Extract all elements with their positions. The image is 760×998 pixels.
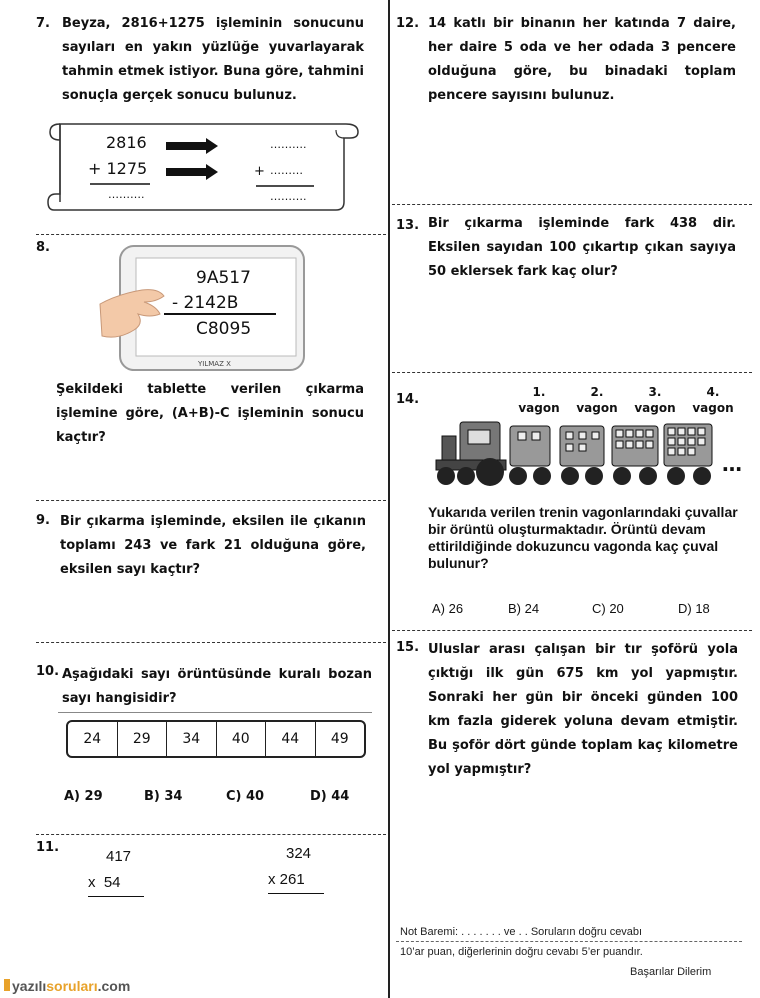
ellipsis: …: [722, 452, 742, 476]
divider: [392, 372, 752, 373]
answer-dots: ………: [270, 164, 303, 177]
wagon-4: [664, 424, 712, 485]
multiplicand-a: 417: [106, 848, 132, 865]
pattern-cell: 34: [167, 722, 217, 756]
option-b[interactable]: B) 34: [144, 789, 183, 804]
wagon-label: 1. vagon: [518, 385, 560, 415]
logo-icon: [4, 979, 10, 991]
subtrahend: - 2142B: [172, 293, 239, 313]
closing-note: Başarılar Dilerim: [630, 966, 712, 978]
pattern-cell: 24: [68, 722, 118, 756]
pattern-cell: 44: [266, 722, 316, 756]
pattern-cell: 40: [217, 722, 267, 756]
divider: [36, 234, 386, 235]
wagon-2: [560, 426, 604, 485]
question-text: Uluslar arası çalışan bir tır şoförü yola çıktığı ilk gün 675 km yol yapmıştır. Sonraki her gün bir önceki günden 100 km fazla giderek yoluna devam etmiştir. Bu şoför dört günde toplam kaç kilometre yol yapmıştır?: [428, 642, 738, 777]
option-d[interactable]: D) 18: [678, 601, 710, 616]
wagon-1: [509, 426, 551, 485]
multiplier-a: x 54: [88, 874, 121, 891]
rule-line: [58, 712, 372, 713]
grading-note: 10’ar puan, diğerlerinin doğru cevabı 5’er puandır.: [400, 946, 643, 958]
question-number: 7.: [36, 16, 50, 31]
pattern-cell: 29: [118, 722, 168, 756]
column-divider: [388, 0, 390, 998]
difference: C8095: [196, 319, 252, 339]
answer-dots: ……….: [108, 188, 145, 201]
option-a[interactable]: A) 29: [64, 789, 103, 804]
question-text: Bir çıkarma işleminde, eksilen ile çıkanın toplamı 243 ve fark 21 olduğuna göre, eksilen sayı kaçtır?: [60, 514, 366, 577]
question-number: 15.: [396, 640, 420, 655]
addend-1: 2816: [106, 133, 147, 152]
wagon-labels: [510, 384, 742, 416]
divider: [36, 500, 386, 501]
option-c[interactable]: C) 20: [592, 601, 624, 616]
wagon-label: 3. vagon: [634, 385, 676, 415]
question-text: Yukarıda verilen trenin vagonlarındaki çuvallar bir örüntü oluşturmaktadır. Örüntü devam ettirildiğinde dokuzuncu vagonda kaç çuval bulunur?: [428, 504, 738, 571]
option-a[interactable]: A) 26: [432, 601, 464, 616]
question-number: 11.: [36, 840, 60, 855]
question-text: Bir çıkarma işleminde fark 438 dir. Eksilen sayıdan 100 çıkartıp çıkan sayıya 50 eklersek fark kaç olur?: [428, 216, 736, 279]
wagon-3: [612, 426, 658, 485]
question-text: Beyza, 2816+1275 işleminin sonucunu sayıları en yakın yüzlüğe yuvarlayarak tahmin etmek istiyor. Buna göre, tahmini sonuçla gerçek sonucu bulunuz.: [62, 16, 364, 103]
question-text: Şekildeki tablette verilen çıkarma işlemine göre, (A+B)-C işleminin sonucu kaçtır?: [56, 382, 364, 445]
question-number: 8.: [36, 240, 50, 255]
answer-dots: ……….: [270, 190, 307, 203]
addend-2: + 1275: [88, 159, 148, 178]
option-c[interactable]: C) 40: [226, 789, 265, 804]
divider: [36, 834, 386, 835]
divider: [36, 642, 386, 643]
answer-dots: ……….: [270, 138, 307, 151]
question-number: 9.: [36, 513, 50, 528]
divider: [392, 630, 752, 631]
wagon-label: 2. vagon: [576, 385, 618, 415]
train-image: [432, 416, 722, 492]
wagon-label: 4. vagon: [692, 385, 734, 415]
question-number: 14.: [396, 392, 420, 407]
grading-note: Not Baremi: . . . . . . . ve . . Soruların doğru cevabı: [400, 926, 643, 938]
tablet-brand: YILMAZ X: [198, 360, 231, 368]
minuend: 9A517: [196, 268, 251, 288]
rule-line: [88, 896, 144, 897]
multiplicand-b: 324: [286, 845, 312, 862]
question-number: 12.: [396, 16, 420, 31]
question-text: Aşağıdaki sayı örüntüsünde kuralı bozan sayı hangisidir?: [62, 667, 372, 706]
option-d[interactable]: D) 44: [310, 789, 350, 804]
multiplier-b: x 261: [268, 871, 305, 888]
site-logo: yazılısoruları.com: [4, 978, 130, 994]
number-pattern: [66, 720, 366, 758]
question-text: 14 katlı bir binanın her katında 7 daire, her daire 5 oda ve her odada 3 pencere olduğuna göre, bu binadaki toplam pencere sayısını bulunuz.: [428, 16, 736, 103]
option-b[interactable]: B) 24: [508, 601, 540, 616]
pattern-cell: 49: [330, 731, 349, 747]
rule-line: [396, 941, 742, 942]
question-number: 10.: [36, 664, 60, 679]
rule-line: [268, 893, 324, 894]
question-number: 13.: [396, 218, 420, 233]
divider: [392, 204, 752, 205]
plus-sign: +: [254, 164, 265, 179]
